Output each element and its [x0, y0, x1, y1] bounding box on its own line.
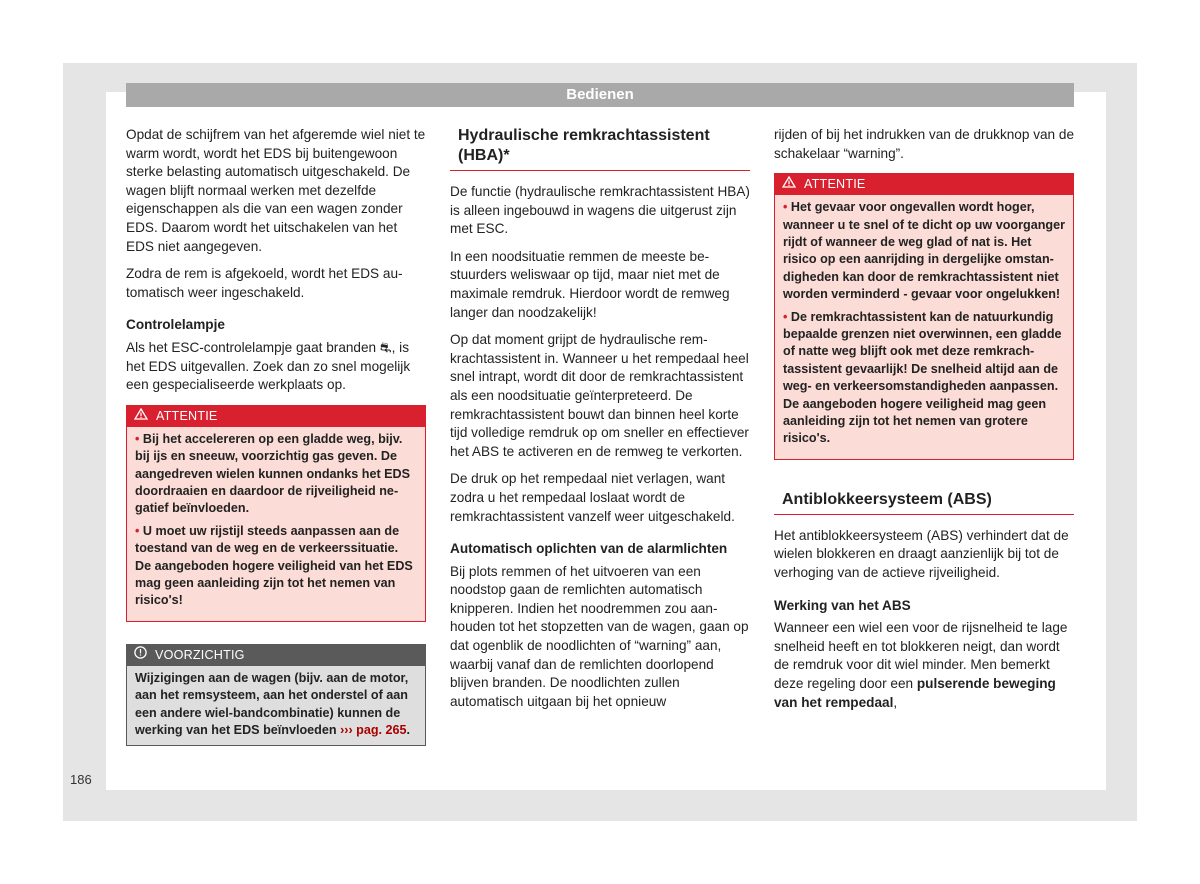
- bullet-icon: •: [135, 431, 140, 446]
- section-heading: Hydraulische remkrachtassistent (HBA)*: [450, 126, 750, 171]
- warning-item: • U moet uw rijstijl steeds aanpassen aan de toestand van de weg en de verkeerssituatie. De aangeboden hogere veiligheid van het EDS mag geen aanleiding zijn tot het nemen van risico's!: [135, 523, 413, 608]
- section-header: Bedienen: [126, 83, 1074, 107]
- warning-box: [126, 405, 426, 622]
- paragraph: Bij plots remmen of het uitvoeren van een noodstop gaan de remlichten automatisch knipperen. Indien het noodremmen zou aanhouden tot het stopzetten van de wagen, gaan op dat ogenblik de noodlichten of “warning” aan, waarbij vanaf dan de remlichten doorlopend blijven branden. De noodlichten zullen automatisch uitgaan bij het opnieuw: [450, 563, 749, 709]
- paragraph: De functie (hydraulische remkrachtassistent HBA) is alleen ingebouwd in wagens die uitgerust zijn met ESC.: [450, 184, 750, 237]
- warning-header: [774, 173, 1074, 195]
- info-circle-icon: [134, 644, 147, 666]
- column-2: [450, 126, 750, 720]
- section-heading: Antiblokkeersysteem (ABS): [774, 490, 1074, 515]
- warning-header: [126, 405, 426, 427]
- warning-label: ATTENTIE: [156, 408, 218, 423]
- subheading: Automatisch oplichten van de alarmlichten: [450, 541, 728, 557]
- column-3: [774, 126, 1074, 721]
- paragraph: In een noodsituatie remmen de meeste bestuurders weliswaar op tijd, maar niet met de maximale remdruk. Hierdoor wordt de remweg langer dan noodzakelijk!: [450, 248, 730, 320]
- paragraph: Als het ESC-controlelampje gaat branden ⛐, is het EDS uitgevallen. Zoek dan zo snel mogelijk een gespecialiseerde werkplaats op.: [126, 339, 411, 393]
- paragraph: Op dat moment grijpt de hydraulische remkrachtassistent in. Wanneer u het rempedaal heel snel intrapt, wordt dit door de remkrachtassistent als een noodsituatie geïnterpreteerd. De remkrachtassistent bouwt dan binnen heel korte tijd volledige remdruk op om sneller en effectiever het ABS te activeren en de remweg te verkorten.: [450, 332, 749, 459]
- bullet-icon: •: [783, 200, 788, 215]
- caution-label: VOORZICHTIG: [155, 647, 245, 662]
- warning-item: • Bij het accelereren op een gladde weg, bijv. bij ijs en sneeuw, voorzichtig gas geven. De aangedreven wielen kunnen ondanks het EDS doordraaien en daardoor de rijveiligheid negatief beïnvloeden.: [135, 431, 411, 516]
- bullet-icon: •: [135, 523, 140, 538]
- warning-triangle-icon: [782, 173, 796, 195]
- paragraph: rijden of bij het indrukken van de drukknop van de schakelaar “warning”.: [774, 127, 1075, 161]
- paragraph: De druk op het rempedaal niet verlagen, want zodra u het rempedaal loslaat wordt de remkrachtassistent vanzelf weer uitgeschakeld.: [450, 471, 735, 524]
- warning-item: • Het gevaar voor ongevallen wordt hoger, wanneer u te snel of te dicht op uw voorganger rijdt of wanneer de weg glad of nat is. Het risico op een aanrijding in dergelijke omstandigheden kan door de remkrachtassistent niet worden verminderd - gevaar voor ongelukken!: [783, 200, 1065, 302]
- warning-body: [774, 195, 1074, 460]
- warning-body: [126, 427, 426, 622]
- caution-body: Wijzigingen aan de wagen (bijv. aan de motor, aan het remsysteem, aan het onderstel of aan een andere wiel-bandcombinatie) kunnen de werking van het EDS beïnvloeden ››› pag. 265.: [126, 666, 426, 747]
- paragraph: Zodra de rem is afgekoeld, wordt het EDS automatisch weer ingeschakeld.: [126, 266, 403, 300]
- warning-box: [774, 173, 1074, 460]
- column-1: [126, 126, 426, 758]
- warning-triangle-icon: [134, 405, 148, 427]
- page-link[interactable]: ››› pag. 265: [340, 723, 407, 737]
- warning-label: ATTENTIE: [804, 177, 866, 192]
- caution-header: [126, 644, 426, 666]
- subheading: Werking van het ABS: [774, 597, 911, 613]
- paragraph: Opdat de schijfrem van het afgeremde wiel niet te warm wordt, wordt het EDS bij buitengewoon sterke belasting automatisch uitgeschakeld. De wagen blijft normaal werken met dezelfde eigenschappen als die van een wagen zonder EDS. Daarom wordt het uitschakelen van het EDS niet aangegeven.: [126, 127, 426, 254]
- paragraph: Wanneer een wiel een voor de rijsnelheid te lage snelheid heeft en tot blokkeren neigt, dan wordt de remdruk voor dit wiel minder. Men bemerkt deze regeling door een pulserende beweging van het rempedaal,: [774, 620, 1068, 710]
- caution-box: [126, 644, 426, 747]
- warning-item: • De remkrachtassistent kan de natuurkundig bepaalde grenzen niet overwinnen, een gladde of natte weg blijft ook met deze remkrachtassistent gevaarlijk! De snelheid altijd aan de weg- en verkeersomstandigheden aanpassen. De aangeboden hogere veiligheid mag geen aanleiding zijn tot het nemen van grotere risico's.: [783, 309, 1062, 446]
- subheading: Controlelampje: [126, 317, 225, 333]
- page-number: 186: [70, 772, 92, 787]
- bullet-icon: •: [783, 309, 788, 324]
- paragraph: Het antiblokkeersysteem (ABS) verhindert dat de wielen blokkeren en draagt aanzienlijk bij tot de verhoging van de actieve rijveiligheid.: [774, 527, 1069, 581]
